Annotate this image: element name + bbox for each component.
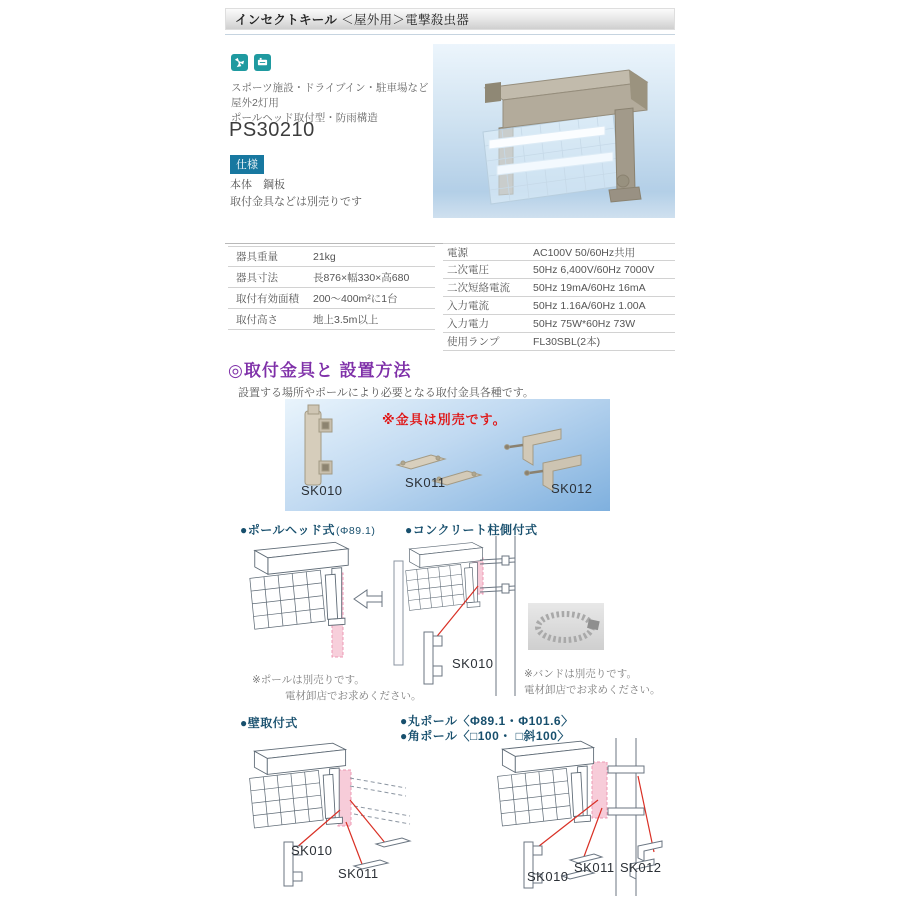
- bracket-label-sk010: SK010: [527, 869, 569, 884]
- mounting-section-description: 設置する場所やポールにより必要となる取付金具各種です。: [238, 387, 534, 399]
- feature-icons: [231, 54, 271, 71]
- insect-killer-render: [433, 44, 675, 218]
- bracket-label-sk012: SK012: [620, 860, 662, 875]
- bracket-label-sk011: SK011: [574, 860, 615, 875]
- pole-head-diagram: [236, 537, 416, 669]
- bracket-label-sk010: SK010: [301, 483, 343, 498]
- accessory-note: 取付金具などは別売りです: [230, 196, 362, 208]
- header-divider: [225, 34, 675, 35]
- mounting-section-heading: ◎取付金具と 設置方法: [228, 361, 412, 380]
- feature-line: ポールヘッド取付型・防雨構造: [231, 112, 378, 124]
- metal-band-icon: [528, 603, 604, 650]
- body-notes: [230, 177, 362, 211]
- bracket-label-sk010: SK010: [452, 656, 494, 671]
- bracket-label-sk011: SK011: [338, 866, 379, 881]
- spec-table-electrical: [443, 243, 675, 351]
- feature-line: スポーツ施設・ドライブイン・駐車場など: [231, 82, 429, 94]
- table-row: 器具寸法 長876×幅330×高680: [228, 267, 435, 288]
- table-row: 入力電力 50Hz 75W*60Hz 73W: [443, 315, 675, 333]
- dealer-note: 電材卸店でお求めください。: [524, 684, 661, 696]
- brackets-photo: [285, 399, 610, 511]
- bracket-label-sk011: SK011: [405, 475, 446, 490]
- table-row: 器具重量 21kg: [228, 246, 435, 267]
- table-row: 二次短絡電流 50Hz 19mA/60Hz 16mA: [443, 279, 675, 297]
- square-pole-title: ●角ポール〈□100・ □斜100〉: [400, 729, 570, 743]
- dealer-note: 電材卸店でお求めください。: [285, 690, 422, 702]
- wall-mount-title: ●壁取付式: [240, 716, 298, 730]
- body-material: 本体 鋼板: [230, 179, 285, 191]
- product-series-name: インセクトキール: [235, 13, 338, 27]
- spec-badge: 仕様: [230, 155, 264, 174]
- feature-line: 屋外2灯用: [231, 97, 279, 109]
- pole-sold-separately-note: ※ポールは別売りです。: [252, 674, 365, 686]
- concrete-diagram: [398, 534, 528, 700]
- bracket-label-sk012: SK012: [551, 481, 593, 496]
- model-number: PS30210: [229, 119, 315, 141]
- table-row: 電源 AC100V 50/60Hz共用: [443, 243, 675, 261]
- band-sold-separately-note: ※バンドは別売りです。: [524, 668, 637, 680]
- table-row: 取付高さ 地上3.5m以上: [228, 309, 435, 330]
- wall-mount-diagram: [238, 740, 423, 895]
- separate-sale-note: ※金具は別売です。: [382, 412, 507, 427]
- page-title-bar: [225, 8, 675, 30]
- table-row: 入力電流 50Hz 1.16A/60Hz 1.00A: [443, 297, 675, 315]
- bracket-label-sk010: SK010: [291, 843, 333, 858]
- product-category: ＜屋外用＞電撃殺虫器: [341, 13, 470, 27]
- concrete-title: ●コンクリート柱側付式: [405, 523, 538, 537]
- round-pole-title: ●丸ポール〈Φ89.1・Φ101.6〉: [400, 714, 574, 728]
- spec-table-physical: [228, 246, 435, 330]
- lamp-icon: [254, 54, 271, 71]
- table-row: 取付有効面積 200〜400m²に1台: [228, 288, 435, 309]
- pole-head-title: ●ポールヘッド式(Φ89.1): [240, 523, 376, 537]
- band-photo: [528, 603, 604, 650]
- table-row: 二次電圧 50Hz 6,400V/60Hz 7000V: [443, 261, 675, 279]
- table-row: 使用ランプ FL30SBL(2本): [443, 333, 675, 351]
- product-photo: [433, 44, 675, 218]
- fan-icon: [231, 54, 248, 71]
